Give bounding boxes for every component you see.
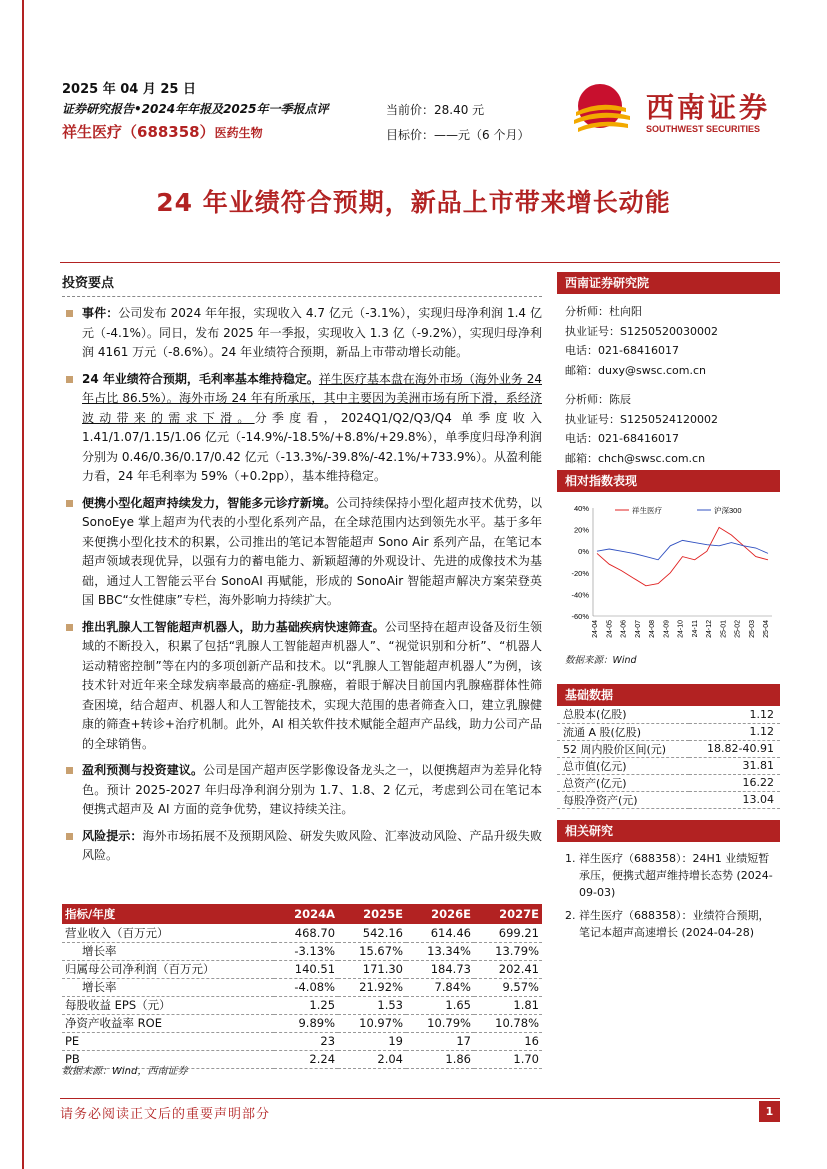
left-margin-line [22,0,24,1169]
bullet-square-icon [66,310,73,317]
analyst-cert: 执业证号：S1250520030002 [565,324,718,338]
analyst-phone: 电话：021-68416017 [565,344,679,357]
analyst-email: 邮箱：duxy@swsc.com.cn [565,363,706,377]
table-cell: 184.73 [406,960,474,978]
basic-data-label: 每股净资产(元) [557,791,689,808]
x-tick-label: 25-02 [734,620,742,638]
chart-svg [557,496,780,646]
table-cell: 7.84% [406,978,474,996]
basic-data-value: 13.04 [689,791,780,808]
basic-data-row [557,757,780,774]
table-cell: 9.89% [274,1014,338,1032]
report-type: 证券研究报告•2024年年报及2025年一季报点评 [62,102,329,116]
sun-logo-icon [570,78,640,138]
rel-index-heading: 相对指数表现 [557,470,780,492]
table-cell: 614.46 [406,924,474,942]
table-cell: 15.67% [338,942,406,960]
table-cell: 202.41 [474,960,542,978]
invest-point-item [62,304,542,363]
basic-data-label: 总市值(亿元) [557,757,689,774]
invest-point-item [62,618,542,755]
table-row [62,1014,542,1032]
table-header-cell: 2026E [406,904,474,924]
point-lead: 便携小型化超声持续发力，智能多元诊疗新境。 [82,495,337,510]
related-num: 2. [565,909,576,922]
table-cell: 10.79% [406,1014,474,1032]
company-name: 祥生医疗（688358）医药生物 [62,123,263,141]
table-cell: 21.92% [338,978,406,996]
analyst-block [557,302,780,380]
table-cell: -3.13% [274,942,338,960]
x-tick-label: 24-06 [620,620,628,638]
point-text: 公司是国产超声医学影像设备龙头之一，以便携超声为差异化特色。预计 2025-2027 年归母净利润分别为 1.7、1.8、2 亿元，考虑到公司在笔记本便携式超声及 AI 方面的竞争优势，建议持续关注。 [82,763,542,816]
invest-points [62,272,542,873]
basic-data-value: 1.12 [689,706,780,723]
invest-point-item [62,827,542,866]
basic-data-label: 总股本(亿股) [557,706,689,723]
table-row [62,1032,542,1050]
target-price: 目标价：——元（6 个月） [386,128,530,142]
table-cell: 增长率 [62,942,274,960]
point-lead: 风险提示： [82,828,143,843]
current-price: 当前价：28.40 元 [386,103,485,117]
analyst-name: 分析师：杜向阳 [565,305,642,318]
table-cell: 542.16 [338,924,406,942]
analyst-block [557,390,780,468]
bullet-square-icon [66,376,73,383]
analyst-email: 邮箱：chch@swsc.com.cn [565,451,706,465]
table-row [62,960,542,978]
basic-data-row [557,740,780,757]
bullet-square-icon [66,624,73,631]
related-text: 祥生医疗（688358）：业绩符合预期，笔记本超声高速增长 (2024-04-28) [579,909,770,939]
x-tick-label: 24-11 [691,620,699,638]
table-cell: 净资产收益率 ROE [62,1014,274,1032]
y-tick-label: -40% [571,590,589,600]
basic-data-row [557,723,780,740]
institute-box [557,272,780,478]
point-lead: 24 年业绩符合预期，毛利率基本维持稳定。 [82,371,319,386]
table-cell: 699.21 [474,924,542,942]
sector-label: 医药生物 [214,126,263,140]
financial-table [62,904,542,1069]
x-tick-label: 24-10 [677,620,685,638]
legend-label: 祥生医疗 [632,506,662,515]
legend-label: 沪深300 [714,506,742,515]
x-tick-label: 24-05 [606,620,614,638]
table-cell: 营业收入（百万元） [62,924,274,942]
x-tick-label: 25-01 [720,620,728,638]
basic-data-label: 总资产(亿元) [557,774,689,791]
basic-data-row [557,791,780,808]
x-tick-label: 24-09 [663,620,671,638]
invest-points-heading: 投资要点 [62,272,542,297]
table-cell: 13.79% [474,942,542,960]
point-lead: 盈利预测与投资建议。 [82,763,204,777]
x-tick-label: 24-07 [634,620,642,638]
basic-data-value: 31.81 [689,757,780,774]
report-title: 24 年业绩符合预期，新品上市带来增长动能 [156,188,671,217]
series-line [597,527,768,585]
analyst-name: 分析师：陈辰 [565,393,631,406]
related-item [565,907,780,941]
price-info [386,98,529,148]
table-cell: 23 [274,1032,338,1050]
table-row [62,942,542,960]
basic-data-box [557,684,780,706]
table-cell: 增长率 [62,978,274,996]
table-cell: PB [62,1050,274,1068]
report-header [62,78,328,142]
basic-data-value: 16.22 [689,774,780,791]
point-text: 公司坚持在超声设备及衍生领域的不断投入，积累了包括“乳腺人工智能超声机器人”、“视觉识别和分析”、“机器人运动精密控制”等在内的多项创新产品和技术。以“乳腺人工智能超声机器人”为例，该技术针对近年来全球发病率最高的癌症-乳腺癌，着眼于解决目前国内乳腺癌群体性筛查困境，结合超声、机器人和人工智能技术，实现大范围的患者筛查入口，建立乳腺健康的筛查+转诊+治疗机制。此外，AI 相关软件技术赋能全超声产品线，助力公司产品的全球销售。 [82,619,542,751]
table-cell: 13.34% [406,942,474,960]
related-research-box [557,820,780,947]
table-header-cell: 2024A [274,904,338,924]
basic-data-table [557,706,780,809]
footer-divider [60,1098,780,1099]
y-tick-label: -20% [571,568,589,578]
page-number: 1 [759,1101,780,1122]
table-cell: 10.97% [338,1014,406,1032]
table-cell: 1.70 [474,1050,542,1068]
table-row [62,924,542,942]
logo-cn-text: 西南证券 [646,91,771,124]
basic-data-label: 流通 A 股(亿股) [557,723,689,740]
table-cell: 2.24 [274,1050,338,1068]
table-cell: -4.08% [274,978,338,996]
table-cell: 468.70 [274,924,338,942]
footer-disclaimer: 请务必阅读正文后的重要声明部分 [60,1107,271,1122]
table-cell: 1.53 [338,996,406,1014]
rel-index-box [557,470,780,492]
point-lead: 事件： [82,306,119,320]
invest-point-item [62,494,542,611]
chart-source: 数据来源：Wind [565,655,637,666]
logo-en-text: SOUTHWEST SECURITIES [646,124,761,134]
table-header-cell: 2027E [474,904,542,924]
basic-data-value: 1.12 [689,723,780,740]
x-tick-label: 25-04 [763,620,770,638]
table-source: 数据来源：Wind，西南证券 [62,1066,188,1077]
table-cell: 每股收益 EPS（元） [62,996,274,1014]
y-tick-label: 0% [578,547,589,557]
table-cell: 19 [338,1032,406,1050]
table-cell: 17 [406,1032,474,1050]
table-cell: PE [62,1032,274,1050]
point-text: 分季度看，2024Q1/Q2/Q3/Q4 单季度收入 1.41/1.07/1.15/1.06 亿元（-14.9%/-18.5%/+8.8%/+29.8%），单季度归母净利润分别为 0.46/0.36/0.17/0.42 亿元（-13.3%/-39.8%/-42.1%/+733.9%）。从盈利能力看，24 年毛利率为 59%（+0.2pp），基本维持稳定。 [82,410,542,483]
table-cell: 10.78% [474,1014,542,1032]
table-cell: 171.30 [338,960,406,978]
bullet-square-icon [66,500,73,507]
table-cell: 归属母公司净利润（百万元） [62,960,274,978]
table-cell: 9.57% [474,978,542,996]
relative-index-chart [557,496,780,666]
table-header-cell: 2025E [338,904,406,924]
y-tick-label: 40% [573,504,589,513]
point-text: 公司持续保持小型化超声技术优势，以 SonoEye 掌上超声为代表的小型化系列产品，在全球范围内达到领先水平。基于多年来便携小型化技术的积累，公司推出的笔记本智能超声 Sono Air 系列产品，在笔记本超声领域表现优异，以强有力的蓄电能力、新颖超薄的外观设计、先进的成像技术为基础，通过人工智能云平台 SonoAI 再赋能，形成的 SonoAir 智能超声解决方案荣登英国 BBC“女性健康”专栏，海外影响力持续扩大。 [82,495,542,607]
analyst-phone: 电话：021-68416017 [565,432,679,445]
institute-heading: 西南证券研究院 [557,272,780,294]
table-row [62,996,542,1014]
invest-point-item [62,370,542,487]
x-tick-label: 24-08 [649,620,656,638]
table-cell: 1.86 [406,1050,474,1068]
basic-data-row [557,774,780,791]
x-tick-label: 24-04 [592,620,599,638]
basic-data-row [557,706,780,723]
related-text: 祥生医疗（688358）：24H1 业绩短暂承压，便携式超声维持增长态势 (2024-09-03) [579,852,773,899]
table-row [62,978,542,996]
basic-data-value: 18.82-40.91 [689,740,780,757]
y-tick-label: -60% [571,612,589,621]
company-logo [570,78,780,138]
table-cell: 140.51 [274,960,338,978]
report-date: 2025 年 04 月 25 日 [62,82,196,97]
analyst-cert: 执业证号：S1250524120002 [565,412,718,426]
x-tick-label: 24-12 [706,620,713,638]
title-divider [60,262,780,263]
point-text: 海外市场拓展不及预期风险、研发失败风险、汇率波动风险、产品升级失败风险。 [82,828,542,862]
table-cell: 1.25 [274,996,338,1014]
invest-point-item [62,761,542,820]
table-header-cell: 指标/年度 [62,904,274,924]
basic-data-heading: 基础数据 [557,684,780,706]
y-tick-label: 20% [573,525,589,535]
related-item [565,850,780,901]
related-num: 1. [565,852,576,865]
table-cell: 1.65 [406,996,474,1014]
table-cell: 16 [474,1032,542,1050]
related-heading: 相关研究 [557,820,780,842]
point-underlined: 祥生医疗基本盘在海外市场（海外业务 24 年占比 86.5%）。海外市场 24 年有所承压，其中主要因为美洲市场有所下滑，系经济波动带来的需求下滑。 [82,371,542,425]
bullet-square-icon [66,767,73,774]
point-text: 公司发布 2024 年年报，实现收入 4.7 亿元（-3.1%），实现归母净利润 1.4 亿元（-4.1%）。同日，发布 2025 年一季报，实现收入 1.3 亿（-9.2%），实现归母净利润 4161 万元（-8.6%）。24 年业绩符合预期，新品上市带动增长动能。 [82,306,542,359]
basic-data-label: 52 周内股价区间(元) [557,740,689,757]
point-lead: 推出乳腺人工智能超声机器人，助力基础疾病快速筛查。 [82,619,385,634]
x-tick-label: 25-03 [748,620,756,638]
bullet-square-icon [66,833,73,840]
table-cell: 2.04 [338,1050,406,1068]
table-cell: 1.81 [474,996,542,1014]
